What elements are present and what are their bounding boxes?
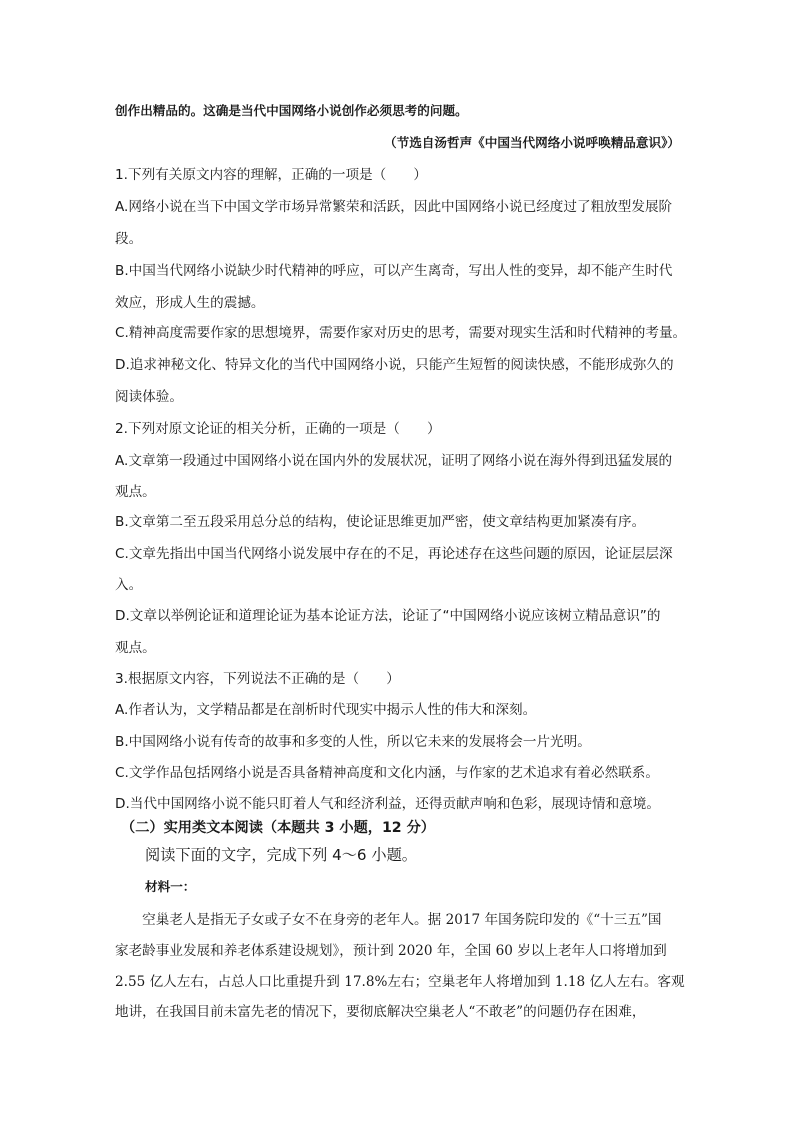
- question-2-option-d-line1: D.文章以举例论证和道理论证为基本论证方法，论证了“中国网络小说应该树立精品意识”的: [115, 608, 661, 624]
- question-3-option-b: B.中国网络小说有传奇的故事和多变的人性，所以它未来的发展将会一片光明。: [115, 734, 591, 750]
- question-1-option-b-line2: 效应，形成人生的震撼。: [115, 295, 265, 311]
- question-1-option-a-line2: 段。: [115, 231, 143, 247]
- material-line-3: 2.55 亿人左右，占总人口比重提升到 17.8%左右；空巢老年人将增加到 1.18 亿人左右。客观: [115, 974, 685, 990]
- question-3-option-a: A.作者认为，文学精品都是在剖析时代现实中揭示人性的伟大和深刻。: [115, 702, 537, 718]
- material-label: 材料一：: [145, 879, 196, 894]
- question-2-option-a-line1: A.文章第一段通过中国网络小说在国内外的发展状况，证明了网络小说在海外得到迅猛发展的: [115, 453, 673, 469]
- passage-tail: 创作出精品的。这确是当代中国网络小说创作必须思考的问题。: [115, 103, 468, 118]
- question-2-option-d-line2: 观点。: [115, 640, 156, 656]
- source-note: （节选自汤哲声《中国当代网络小说呼唤精品意识》）: [384, 135, 680, 150]
- question-1-option-c: C.精神高度需要作家的思想境界，需要作家对历史的思考，需要对现实生活和时代精神的考量。: [115, 325, 687, 341]
- question-2-option-c-line1: C.文章先指出中国当代网络小说发展中存在的不足，再论述存在这些问题的原因，论证层层深: [115, 546, 673, 562]
- question-3-stem: 3.根据原文内容，下列说法不正确的是（ ）: [115, 671, 400, 687]
- question-2-option-a-line2: 观点。: [115, 484, 156, 500]
- question-2-stem: 2.下列对原文论证的相关分析，正确的一项是（ ）: [115, 421, 441, 437]
- question-2-option-b: B.文章第二至五段采用总分总的结构，使论证思维更加严密，使文章结构更加紧凑有序。: [115, 514, 646, 530]
- question-1-option-d-line2: 阅读体验。: [115, 389, 183, 405]
- section-heading: （二）实用类文本阅读（本题共 3 小题，12 分）: [121, 820, 435, 836]
- question-3-option-c: C.文学作品包括网络小说是否具备精神高度和文化内涵，与作家的艺术追求有着必然联系。: [115, 765, 659, 781]
- question-2-option-c-line2: 入。: [115, 577, 143, 593]
- question-1-option-d-line1: D.追求神秘文化、特异文化的当代中国网络小说，只能产生短暂的阅读快感，不能形成弥久的: [115, 357, 674, 373]
- material-line-4: 地讲，在我国目前未富先老的情况下，要彻底解决空巢老人“不敢老”的问题仍存在困难，: [115, 1004, 646, 1020]
- question-1-option-a-line1: A.网络小说在当下中国文学市场异常繁荣和活跃，因此中国网络小说已经度过了粗放型发展阶: [115, 199, 673, 215]
- section-intro: 阅读下面的文字，完成下列 4～6 小题。: [145, 846, 417, 864]
- question-3-option-d: D.当代中国网络小说不能只盯着人气和经济利益，还得贡献声响和色彩，展现诗情和意境。: [115, 796, 660, 812]
- material-line-1: 空巢老人是指无子女或子女不在身旁的老年人。据 2017 年国务院印发的《“十三五”国: [115, 912, 662, 928]
- material-line-2: 家老龄事业发展和养老体系建设规划》，预计到 2020 年，全国 60 岁以上老年人口将增加到: [115, 943, 667, 959]
- question-1-option-b-line1: B.中国当代网络小说缺少时代精神的呼应，可以产生离奇，写出人性的变异，却不能产生时代: [115, 263, 673, 279]
- question-1-stem: 1.下列有关原文内容的理解，正确的一项是（ ）: [115, 167, 428, 183]
